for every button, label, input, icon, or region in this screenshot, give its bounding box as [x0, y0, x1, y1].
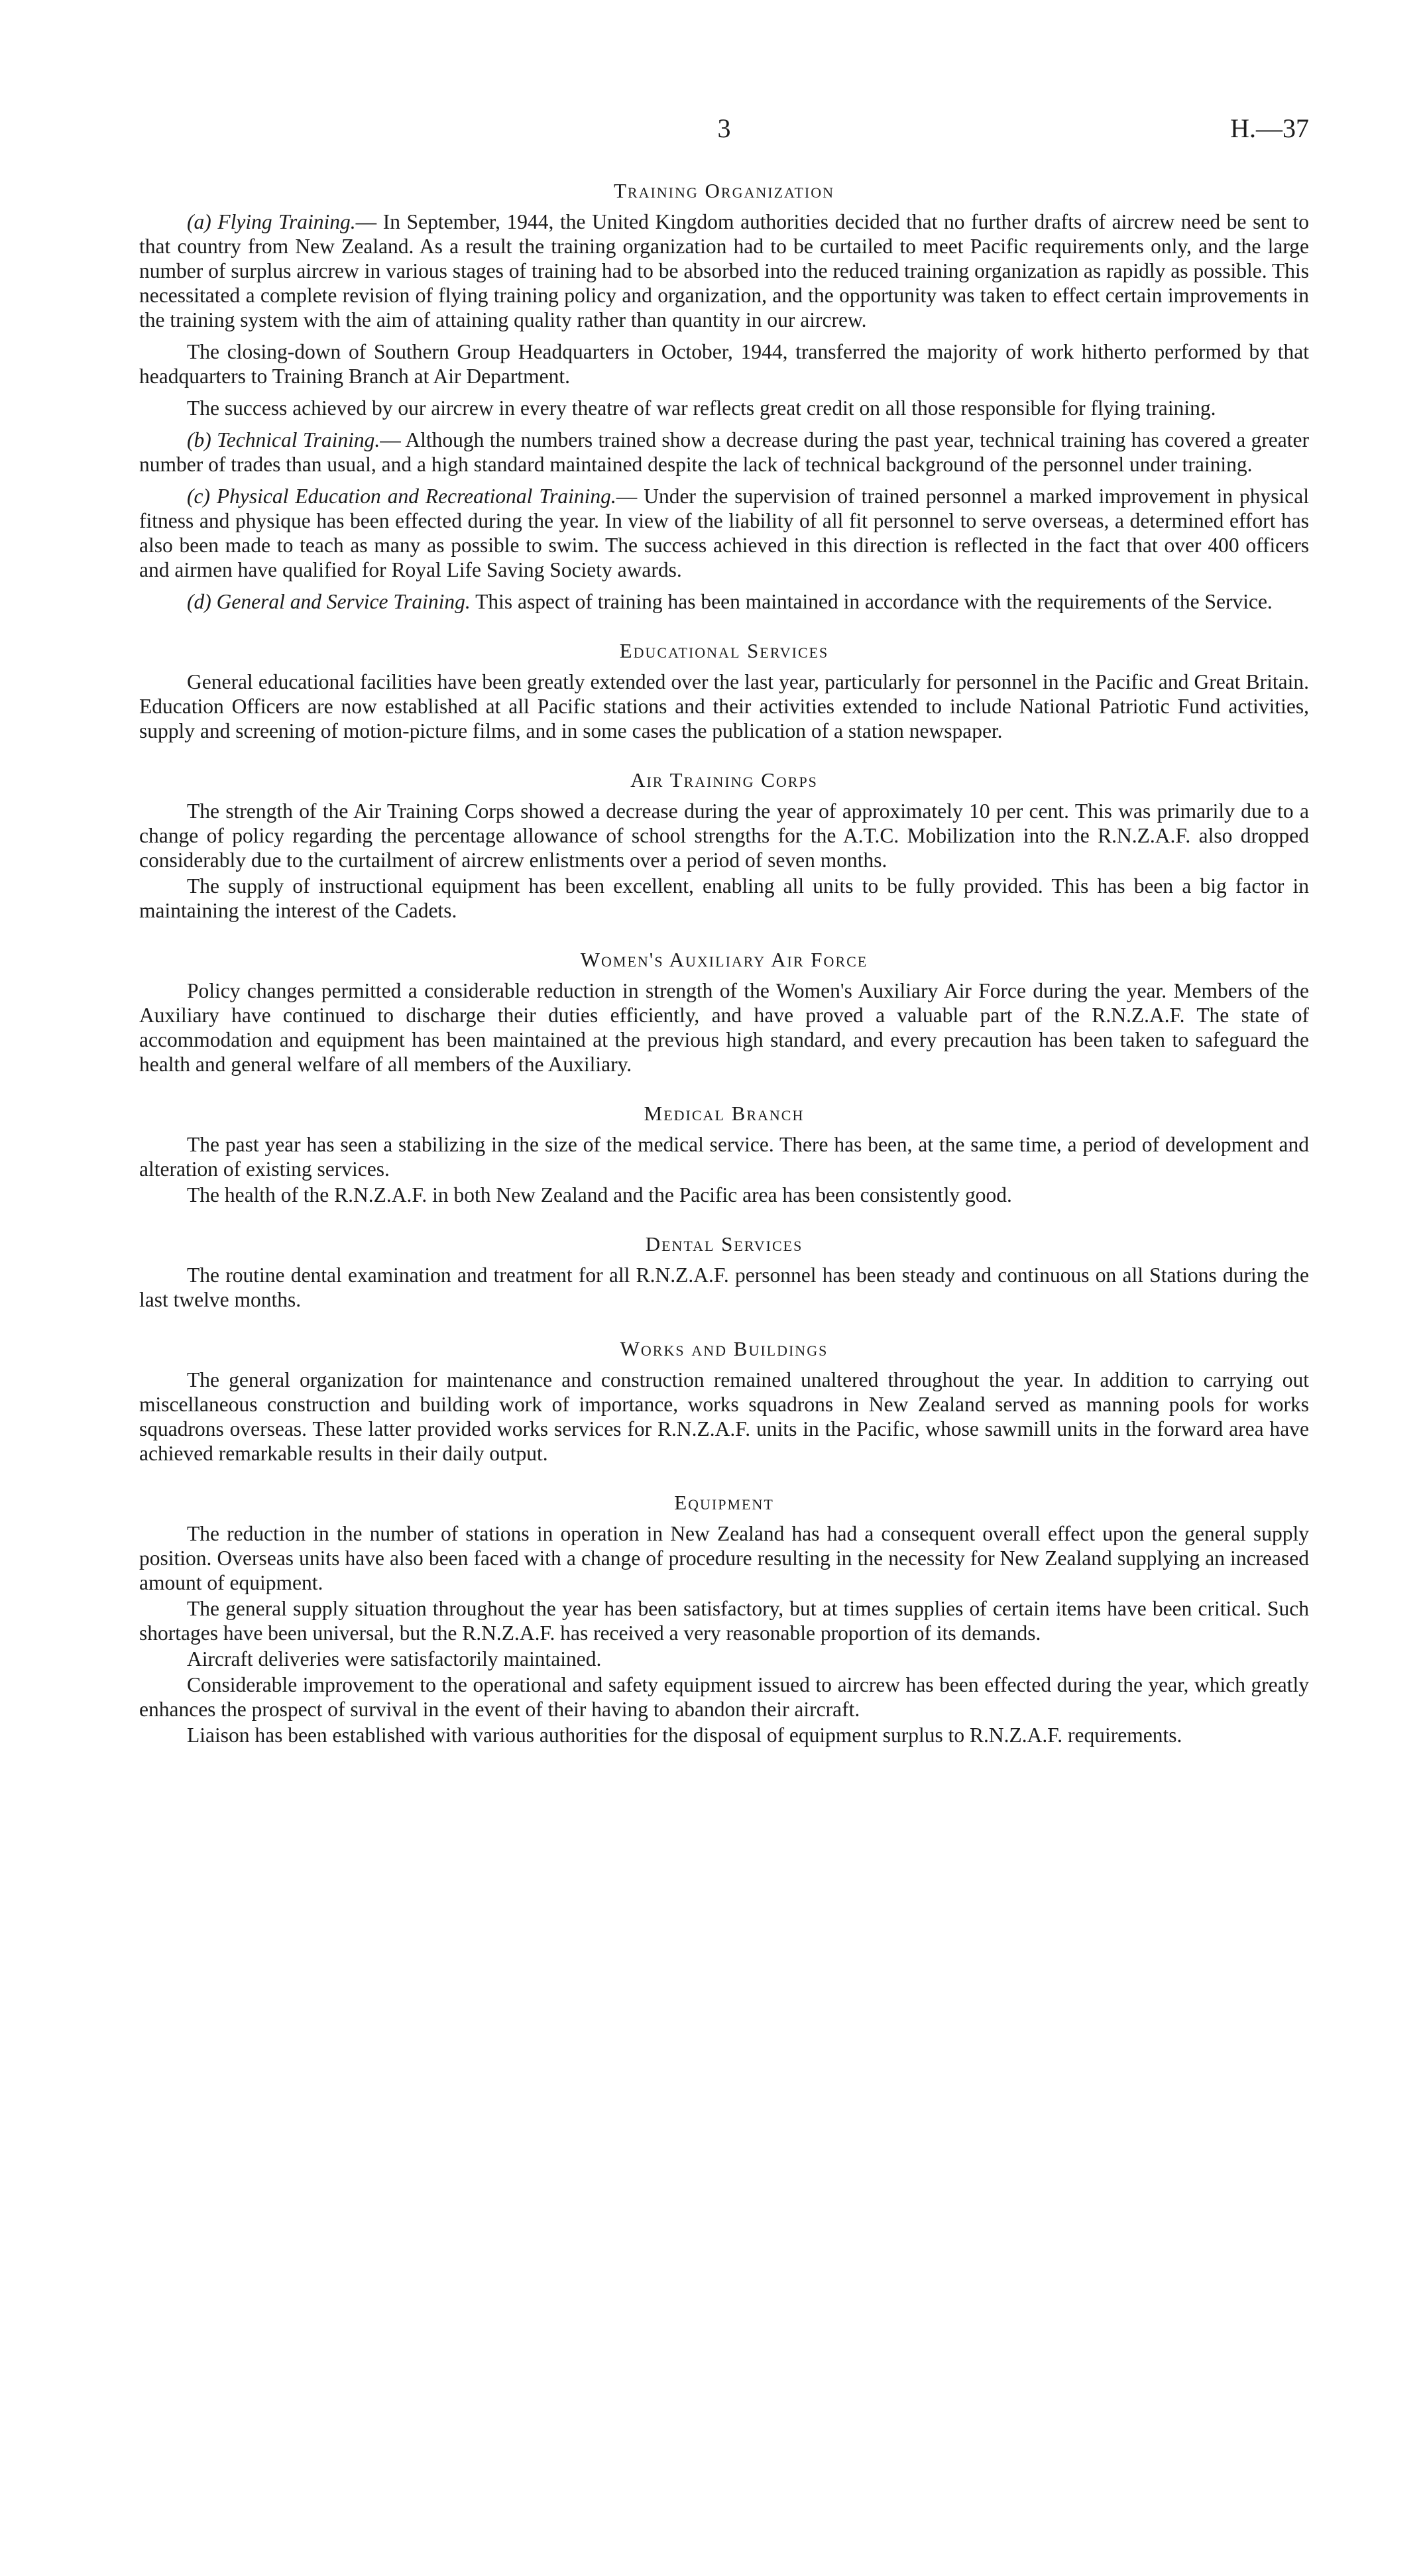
paragraph: [139, 799, 1309, 872]
document-reference: H.—37: [1230, 113, 1309, 143]
section-heading: Air Training Corps: [630, 768, 818, 791]
paragraph: [139, 1263, 1309, 1312]
document-page: [139, 113, 1309, 1755]
paragraph-text: Considerable improvement to the operational and safety equipment issued to aircrew has been effected during the year, which greatly enhances the prospect of survival in the event of their having to abandon their aircraft.: [139, 1673, 1309, 1721]
section-educational-services: [139, 639, 1309, 743]
section-heading: Dental Services: [645, 1232, 803, 1256]
paragraph: [139, 1647, 1309, 1671]
paragraph-text: Policy changes permitted a considerable reduction in strength of the Women's Auxiliary Air Force during the year. Members of the Auxiliary have continued to discharge their duties efficiently, and have proved a valuable part of the R.N.Z.A.F. The state of accommodation and equipment has been maintained at the previous high standard, and every precaution has been taken to safeguard the health and general welfare of all members of the Auxiliary.: [139, 979, 1309, 1076]
paragraph-lead: (a) Flying Training.: [187, 210, 356, 233]
section-medical-branch: [139, 1102, 1309, 1207]
section-heading: Works and Buildings: [620, 1337, 828, 1360]
section-air-training-corps: [139, 768, 1309, 923]
paragraph-text: The health of the R.N.Z.A.F. in both New Zealand and the Pacific area has been consistently good.: [187, 1183, 1012, 1206]
paragraph-text: — Under the supervision of trained personnel a marked improvement in physical fitness and physique has been effected during the year. In view of the liability of all fit personnel to serve overseas, a determined effort has also been made to teach as many as possible to swim. The success achieved in this direction is reflected in the fact that over 400 officers and airmen have qualified for Royal Life Saving Society awards.: [139, 485, 1309, 581]
paragraph: [139, 1368, 1309, 1466]
paragraph-text: The general organization for maintenance and construction remained unaltered throughout the year. In addition to carrying out miscellaneous construction and building work of importance, works squadrons in New Zealand served as manning pools for works squadrons overseas. These latter provided works services for R.N.Z.A.F. units in the Pacific, whose sawmill units in the forward area have achieved remarkable results in their daily output.: [139, 1368, 1309, 1465]
paragraph: [139, 1672, 1309, 1722]
section-womens-auxiliary-air-force: [139, 948, 1309, 1077]
paragraph: [139, 1132, 1309, 1181]
running-head: [139, 113, 1309, 152]
paragraph-text: The routine dental examination and treatment for all R.N.Z.A.F. personnel has been steady and continuous on all Stations during the last twelve months.: [139, 1263, 1309, 1311]
paragraph: [139, 589, 1309, 614]
paragraph-text: The success achieved by our aircrew in every theatre of war reflects great credit on all those responsible for flying training.: [187, 396, 1216, 420]
paragraph-text: The supply of instructional equipment has been excellent, enabling all units to be fully provided. This has been a big factor in maintaining the interest of the Cadets.: [139, 874, 1309, 922]
section-heading: Educational Services: [619, 639, 829, 662]
paragraph-text: Aircraft deliveries were satisfactorily maintained.: [187, 1647, 602, 1670]
paragraph-text: The closing-down of Southern Group Headquarters in October, 1944, transferred the majority of work hitherto performed by that headquarters to Training Branch at Air Department.: [139, 340, 1309, 388]
paragraph: [139, 209, 1309, 332]
paragraph-lead: (b) Technical Training.: [187, 428, 380, 451]
paragraph: [139, 874, 1309, 923]
paragraph-text: — In September, 1944, the United Kingdom authorities decided that no further drafts of aircrew need be sent to that country from New Zealand. As a result the training organization had to be curtailed to meet Pacific requirements only, and the large number of surplus aircrew in various stages of training had to be absorbed into the reduced training organization as rapidly as possible. This necessitated a complete revision of flying training policy and organization, and the opportunity was taken to effect certain improvements in the training system with the aim of attaining quality rather than quantity in our aircrew.: [139, 210, 1309, 331]
paragraph: [139, 1183, 1309, 1207]
section-works-and-buildings: [139, 1337, 1309, 1466]
paragraph: [139, 1723, 1309, 1747]
page-number: 3: [717, 113, 731, 143]
section-training-organization: [139, 179, 1309, 614]
paragraph-text: This aspect of training has been maintained in accordance with the requirements of the Service.: [470, 590, 1273, 613]
paragraph: [139, 396, 1309, 420]
paragraph-text: Liaison has been established with various authorities for the disposal of equipment surplus to R.N.Z.A.F. requirements.: [187, 1724, 1182, 1747]
section-equipment: [139, 1491, 1309, 1747]
paragraph: [139, 670, 1309, 743]
section-heading: Women's Auxiliary Air Force: [580, 948, 868, 971]
paragraph-text: The reduction in the number of stations in operation in New Zealand has had a consequent overall effect upon the general supply position. Overseas units have also been faced with a change of procedure resulting in the necessity for New Zealand supplying an increased amount of equipment.: [139, 1522, 1309, 1594]
paragraph: [139, 484, 1309, 582]
paragraph: [139, 339, 1309, 388]
section-dental-services: [139, 1232, 1309, 1312]
paragraph-lead: (c) Physical Education and Recreational Training.: [187, 485, 616, 508]
paragraph-text: The strength of the Air Training Corps showed a decrease during the year of approximately 10 per cent. This was primarily due to a change of policy regarding the percentage allowance of school strengths for the A.T.C. Mobilization into the R.N.Z.A.F. also dropped considerably due to the curtailment of aircrew enlistments over a period of seven months.: [139, 799, 1309, 872]
paragraph: [139, 1521, 1309, 1595]
paragraph-lead: (d) General and Service Training.: [187, 590, 471, 613]
section-heading: Equipment: [674, 1491, 774, 1514]
paragraph-text: — Although the numbers trained show a decrease during the past year, technical training has covered a greater number of trades than usual, and a high standard maintained despite the lack of technical background of the personnel under training.: [139, 428, 1309, 476]
paragraph: [139, 428, 1309, 477]
paragraph: [139, 1596, 1309, 1645]
paragraph-text: The past year has seen a stabilizing in the size of the medical service. There has been, at the same time, a period of development and alteration of existing services.: [139, 1133, 1309, 1181]
section-heading: Medical Branch: [644, 1102, 805, 1125]
paragraph-text: The general supply situation throughout the year has been satisfactory, but at times supplies of certain items have been critical. Such shortages have been universal, but the R.N.Z.A.F. has received a very reasonable proportion of its demands.: [139, 1597, 1309, 1645]
paragraph-text: General educational facilities have been greatly extended over the last year, particularly for personnel in the Pacific and Great Britain. Education Officers are now established at all Pacific stations and their activities extended to include National Patriotic Fund activities, supply and screening of motion-picture films, and in some cases the publication of a station newspaper.: [139, 670, 1309, 742]
paragraph: [139, 978, 1309, 1077]
section-heading: Training Organization: [613, 179, 835, 202]
